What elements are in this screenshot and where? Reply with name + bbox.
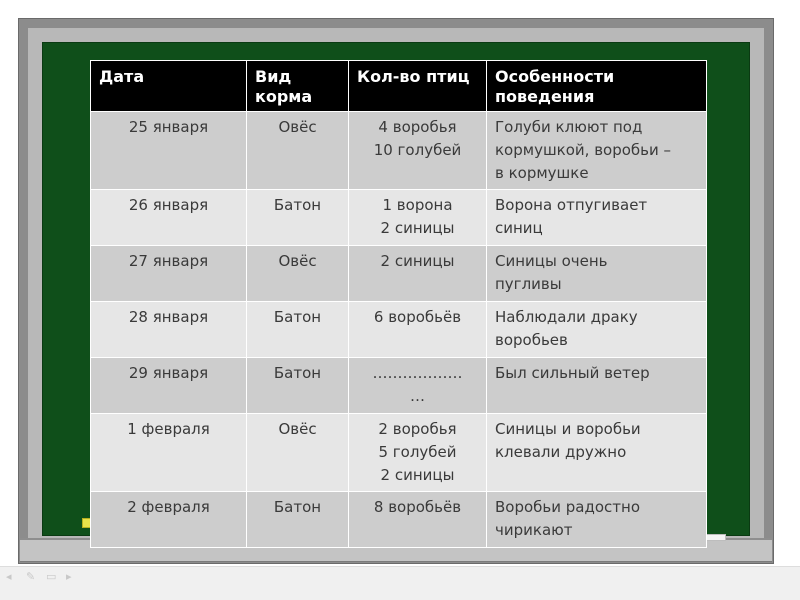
table-row (91, 414, 707, 492)
cell-food: Батон (247, 492, 349, 548)
cell-food: Батон (247, 358, 349, 414)
header-bird-count: Кол-во птиц (349, 61, 487, 112)
cell-behavior (487, 414, 707, 492)
cell-date: 28 января (91, 302, 247, 358)
bird-count-line: 5 голубей (378, 443, 457, 461)
cell-behavior (487, 246, 707, 302)
header-food: Вид корма (247, 61, 349, 112)
forward-arrow-icon[interactable]: ▸ (66, 570, 72, 583)
bird-count-line: ……………… (372, 364, 463, 382)
behavior-line: чирикают (495, 521, 573, 539)
cell-bird-count (349, 190, 487, 246)
behavior-line: кормушкой, воробьи – (495, 141, 672, 159)
bird-count-line: 2 синицы (380, 466, 455, 484)
table-row (91, 112, 707, 190)
cell-behavior (487, 112, 707, 190)
behavior-line: Воробьи радостно (495, 498, 641, 516)
table-header-row (91, 61, 707, 112)
behavior-line: пугливы (495, 275, 562, 293)
cell-bird-count (349, 302, 487, 358)
behavior-line: Был сильный ветер (495, 364, 650, 382)
bird-count-line: 2 синицы (380, 252, 455, 270)
cell-food: Овёс (247, 246, 349, 302)
observation-table (90, 60, 707, 548)
behavior-line: Синицы очень (495, 252, 608, 270)
behavior-line: воробьев (495, 331, 568, 349)
pen-icon[interactable]: ✎ (26, 570, 36, 583)
cell-bird-count (349, 112, 487, 190)
cell-food: Батон (247, 302, 349, 358)
behavior-line: Ворона отпугивает (495, 196, 648, 214)
table-row (91, 358, 707, 414)
viewer-tool-icons (6, 572, 80, 582)
bird-count-line: 10 голубей (373, 141, 462, 159)
cell-date: 2 февраля (91, 492, 247, 548)
cell-bird-count (349, 414, 487, 492)
cell-behavior (487, 492, 707, 548)
cell-date: 25 января (91, 112, 247, 190)
bird-count-line: 8 воробьёв (373, 498, 462, 516)
cell-food: Батон (247, 190, 349, 246)
bird-count-line: 2 синицы (380, 219, 455, 237)
cell-date: 1 февраля (91, 414, 247, 492)
bird-count-line: 6 воробьёв (373, 308, 462, 326)
header-date: Дата (91, 61, 247, 112)
bird-count-line: … (410, 387, 425, 405)
cell-date: 27 января (91, 246, 247, 302)
cell-food: Овёс (247, 414, 349, 492)
table-row (91, 492, 707, 548)
cell-bird-count (349, 358, 487, 414)
cell-date: 26 января (91, 190, 247, 246)
cell-bird-count (349, 492, 487, 548)
table-row (91, 246, 707, 302)
cell-behavior (487, 302, 707, 358)
table-row (91, 190, 707, 246)
behavior-line: Наблюдали драку (495, 308, 638, 326)
cell-bird-count (349, 246, 487, 302)
back-arrow-icon[interactable]: ◂ (6, 570, 12, 583)
bird-count-line: 1 ворона (382, 196, 453, 214)
cell-date: 29 января (91, 358, 247, 414)
cell-behavior (487, 358, 707, 414)
chalk-piece-white (706, 534, 726, 541)
behavior-line: Синицы и воробьи (495, 420, 641, 438)
bird-count-line: 2 воробья (378, 420, 457, 438)
behavior-line: клевали дружно (495, 443, 627, 461)
behavior-line: Голуби клюют под (495, 118, 643, 136)
bird-count-line: 4 воробья (378, 118, 457, 136)
header-behavior: Особенности поведения (487, 61, 707, 112)
cell-food: Овёс (247, 112, 349, 190)
slides-icon[interactable]: ▭ (46, 570, 57, 583)
behavior-line: синиц (495, 219, 543, 237)
table-row (91, 302, 707, 358)
viewer-toolbar (0, 566, 800, 600)
cell-behavior (487, 190, 707, 246)
behavior-line: в кормушке (495, 164, 589, 182)
